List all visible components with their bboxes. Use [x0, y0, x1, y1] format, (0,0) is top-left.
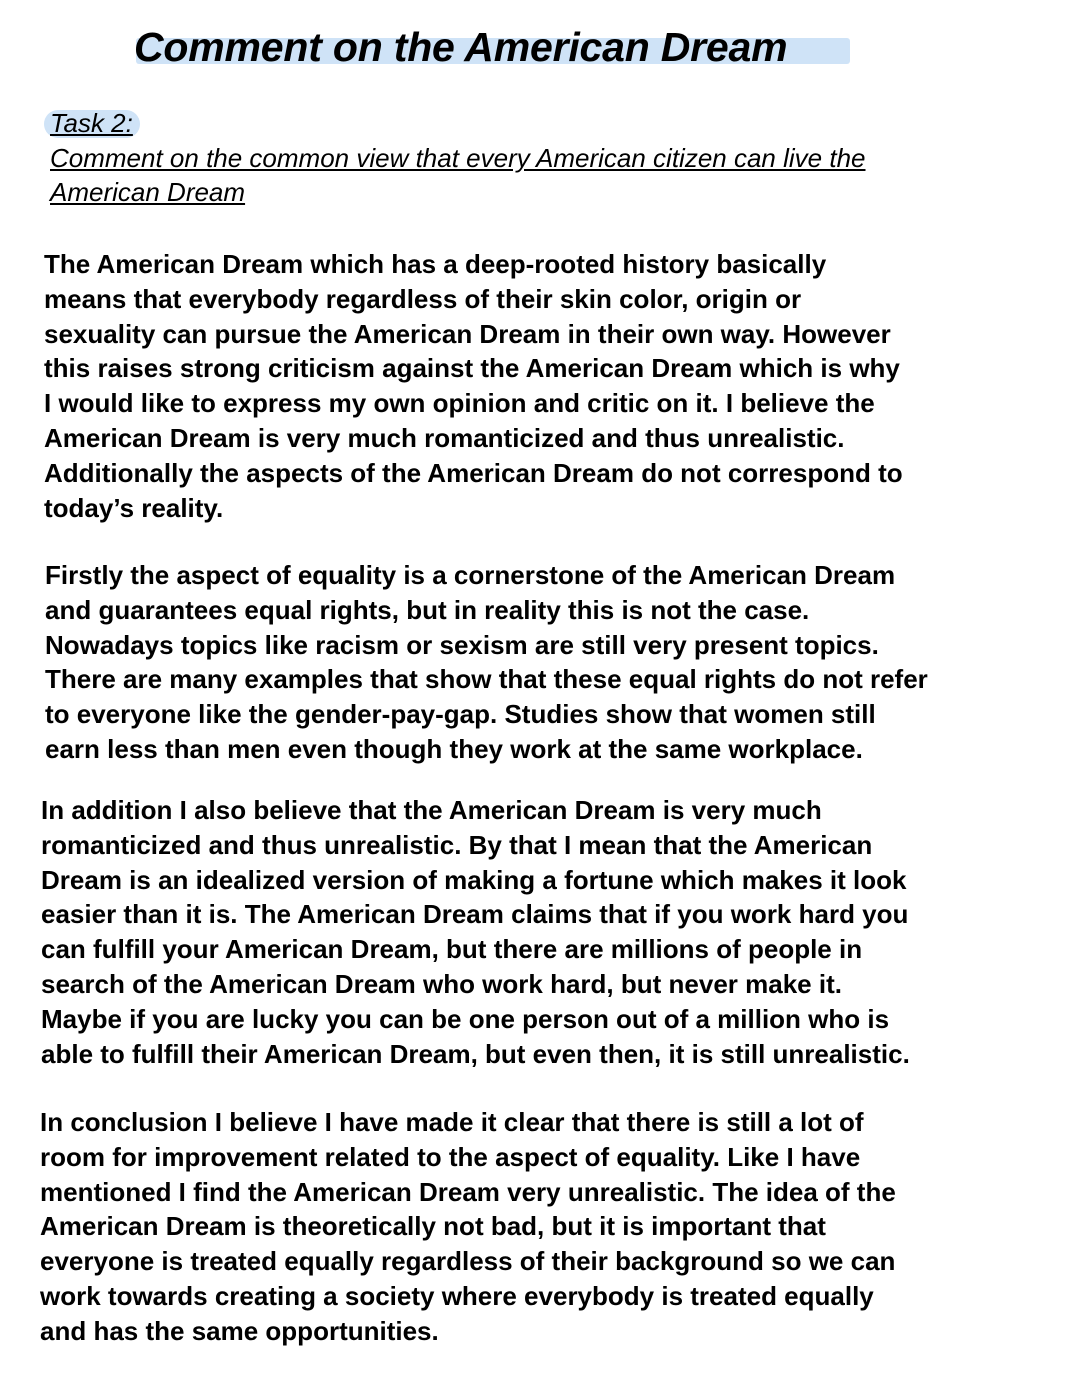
task-label: Task 2: — [50, 108, 133, 138]
page-title: Comment on the American Dream — [134, 24, 788, 70]
paragraph-equality: Firstly the aspect of equality is a cornerstone of the American Dream and guarantees equal rights, but in reality this is not the case. Nowadays topics like racism or sexism are still very present topics. There are many examples that show that these equal rights do not refer to everyone like the gender-pay-gap. Studies show that women still earn less than men even though they work at the same workplace. — [45, 560, 928, 764]
task-prompt: Comment on the common view that every American citizen can live the American Dream — [50, 143, 866, 207]
paragraph-romanticized: In addition I also believe that the American Dream is very much romanticized and thus unrealistic. By that I mean that the American Dream is an idealized version of making a fortune which makes it look easier than it is. The American Dream claims that if you work hard you can fulfill your American Dream, but there are millions of people in search of the American Dream who work hard, but never make it. Maybe if you are lucky you can be one person out of a million who is able to fulfill their American Dream, but even then, it is still unrealistic. — [41, 795, 910, 1069]
paragraph-conclusion: In conclusion I believe I have made it clear that there is still a lot of room for improvement related to the aspect of equality. Like I have mentioned I find the American Dream very unrealistic. The idea of the American Dream is theoretically not bad, but it is important that everyone is treated equally regardless of their background so we can work towards creating a society where everybody is treated equally and has the same opportunities. — [40, 1107, 896, 1346]
task-label-block — [44, 106, 133, 140]
title-block — [134, 18, 934, 78]
paragraph-introduction: The American Dream which has a deep-rooted history basically means that everybody regardless of their skin color, origin or sexuality can pursue the American Dream in their own way. However this raises strong criticism against the American Dream which is why I would like to express my own opinion and critic on it. I believe the American Dream is very much romanticized and thus unrealistic. Additionally the aspects of the American Dream do not correspond to today’s reality. — [44, 249, 903, 523]
